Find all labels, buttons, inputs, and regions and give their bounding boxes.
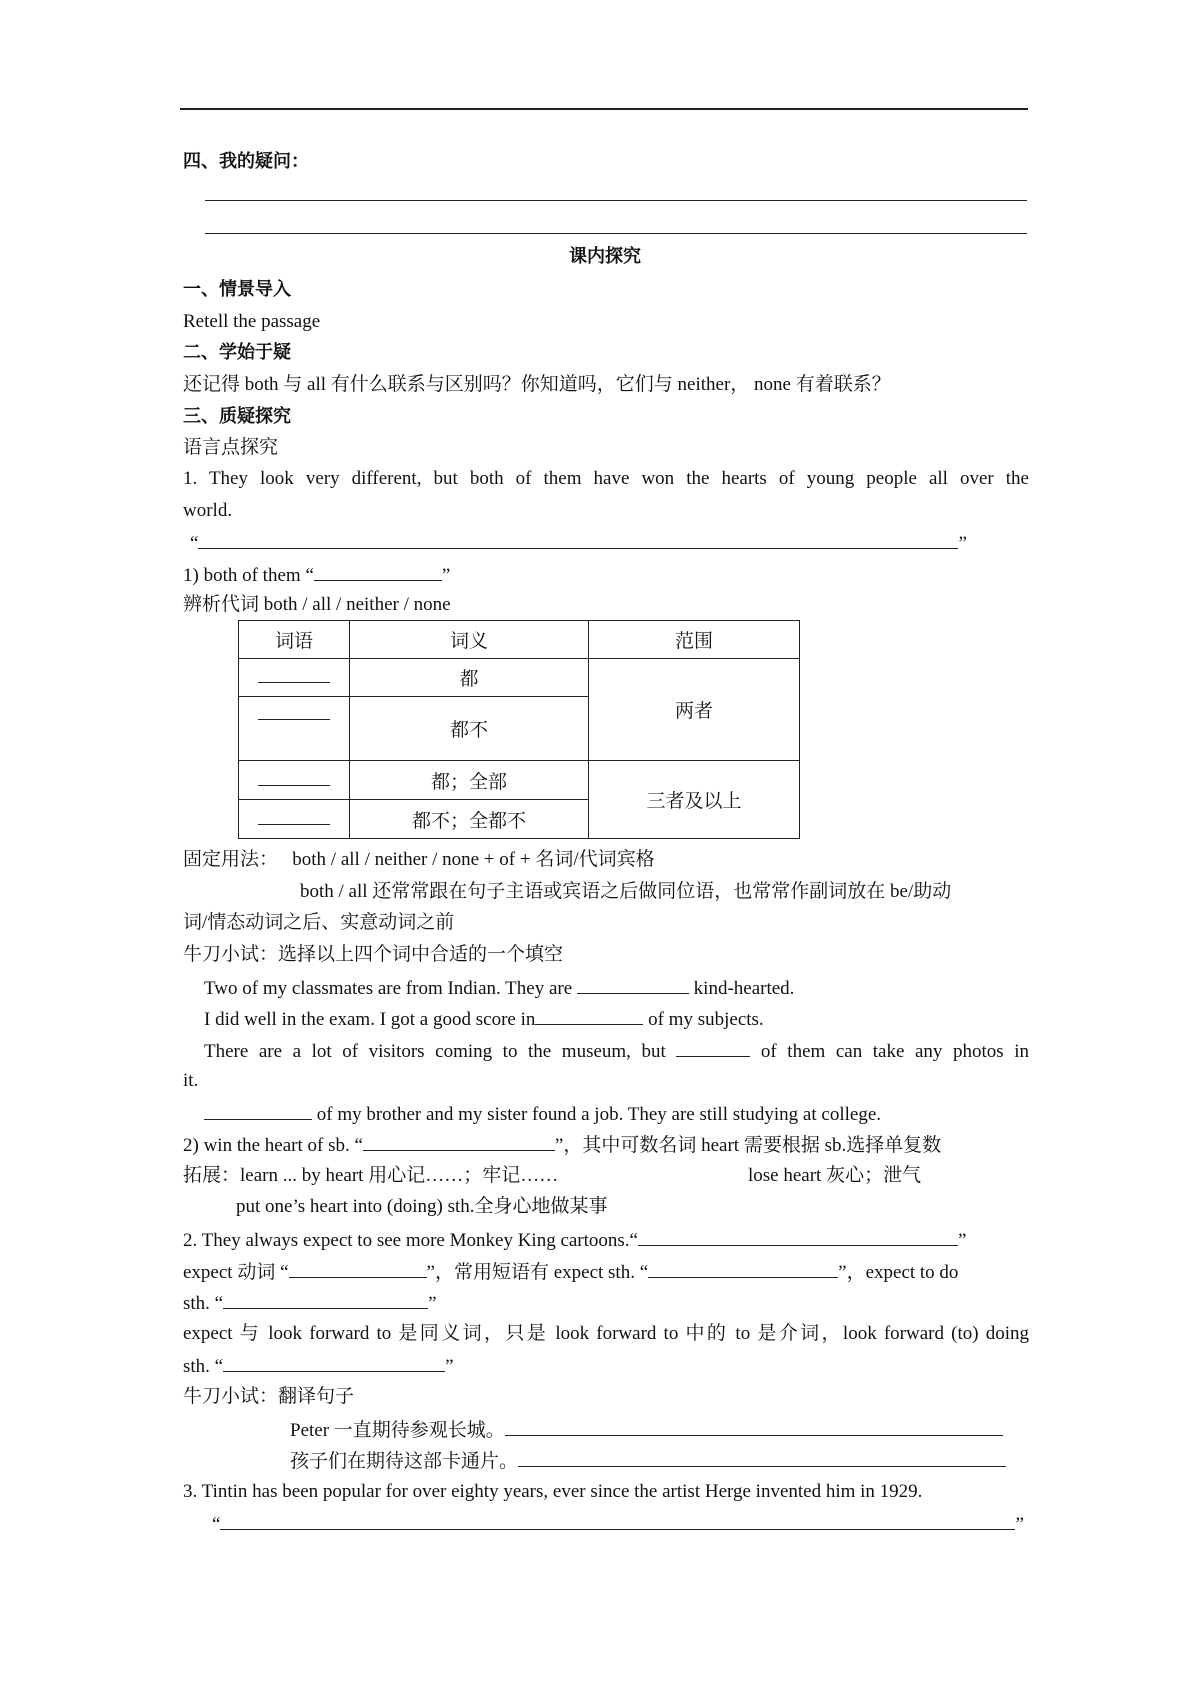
exercise-blank[interactable] [676,1038,750,1057]
exercise-1: Two of my classmates are from Indian. They are kind-hearted. [204,975,794,1001]
extension-2: lose heart 灰心；泄气 [748,1165,922,1186]
look-forward-note: expect 与 look forward to 是同义词，只是 look forward to 中的 to 是介词，look forward (to) doing [183,1323,1029,1344]
practice-1-label: 牛刀小试：选择以上四个词中合适的一个填空 [183,944,564,965]
question-blank-line[interactable] [205,233,1027,234]
translation-blank[interactable] [638,1227,958,1246]
exercise-4: of my brother and my sister found a job. They are still studying at college. [204,1101,881,1127]
question-blank-line[interactable] [205,200,1027,201]
range-cell: 三者及以上 [589,761,800,839]
expect-usage: expect 动词 “ ”，常用短语有 expect sth. “ ”，expect to do [183,1259,958,1285]
meaning-cell: 都；全部 [350,761,589,800]
header-word: 词语 [239,621,350,659]
section-2-text: 还记得 both 与 all 有什么联系与区别吗？你知道吗，它们与 neither， none 有着联系？ [183,374,891,395]
page-title: 课内探究 [569,246,641,267]
meaning-blank[interactable] [363,1132,555,1151]
range-cell: 两者 [589,659,800,761]
meaning-cell: 都不 [350,697,589,761]
expect-to-do: sth. “ ” [183,1290,437,1316]
section-four-heading: 四、我的疑问： [183,151,309,172]
meaning-blank[interactable] [223,1353,445,1372]
translate-1: Peter 一直期待参观长城。 [290,1417,1003,1443]
exercise-3: There are a lot of visitors coming to the museum, but of them can take any photos in [204,1038,1029,1064]
meaning-blank[interactable] [223,1290,428,1309]
translation-blank[interactable] [220,1511,1015,1530]
sentence-1-line1: 1. They look very different, but both of them have won the hearts of young people all over the [183,468,1029,489]
header-rule [180,108,1028,110]
extension-1: 拓展：learn ... by heart 用心记……；牢记…… [183,1165,559,1186]
extension-3: put one’s heart into (doing) sth.全身心地做某事 [236,1196,608,1217]
exercise-2: I did well in the exam. I got a good score in of my subjects. [204,1006,764,1032]
meaning-blank[interactable] [314,562,442,581]
word-blank-cell[interactable] [239,761,350,800]
exercise-blank[interactable] [204,1101,312,1120]
section-3-heading: 三、质疑探究 [183,406,291,427]
language-points-label: 语言点探究 [183,437,279,458]
pronoun-comparison-table [238,620,800,839]
word-blank-cell[interactable] [239,659,350,697]
word-blank-cell[interactable] [239,800,350,839]
sentence-1-line2: world. [183,500,233,521]
fixed-usage-2b: 词/情态动词之后、实意动词之前 [183,912,455,933]
translation-blank[interactable] [505,1417,1003,1436]
translation-1: “ ” [190,530,967,556]
exercise-blank[interactable] [577,975,689,994]
section-1-text: Retell the passage [183,311,321,332]
meaning-cell: 都不；全都不 [350,800,589,839]
section-1-heading: 一、情景导入 [183,279,291,300]
translation-blank[interactable] [518,1448,1006,1467]
fixed-usage-2a: both / all 还常常跟在句子主语或宾语之后做同位语，也常常作副词放在 be/助动 [300,881,952,902]
meaning-blank[interactable] [648,1259,838,1278]
translate-2: 孩子们在期待这部卡通片。 [290,1448,1006,1474]
fixed-usage-1: 固定用法： both / all / neither / none + of + 名词/代词宾格 [183,849,655,870]
exercise-blank[interactable] [535,1006,643,1025]
sentence-2: 2. They always expect to see more Monkey King cartoons.“ ” [183,1227,966,1253]
translation-3: “ ” [212,1511,1024,1537]
header-range: 范围 [589,621,800,659]
point-1-1: 1) both of them “ ” [183,562,450,588]
translation-blank[interactable] [198,530,958,549]
point-1-2: 2) win the heart of sb. “ ”，其中可数名词 heart 需要根据 sb.选择单复数 [183,1132,941,1158]
exercise-3-end: it. [183,1070,199,1091]
meaning-blank[interactable] [289,1259,427,1278]
word-blank-cell[interactable] [239,697,350,761]
look-forward-doing: sth. “ ” [183,1353,454,1379]
analysis-label: 辨析代词 both / all / neither / none [183,594,451,615]
meaning-cell: 都 [350,659,589,697]
sentence-3: 3. Tintin has been popular for over eighty years, ever since the artist Herge invented him in 1929. [183,1481,923,1502]
header-meaning: 词义 [350,621,589,659]
section-2-heading: 二、学始于疑 [183,342,291,363]
practice-2-label: 牛刀小试：翻译句子 [183,1386,355,1407]
